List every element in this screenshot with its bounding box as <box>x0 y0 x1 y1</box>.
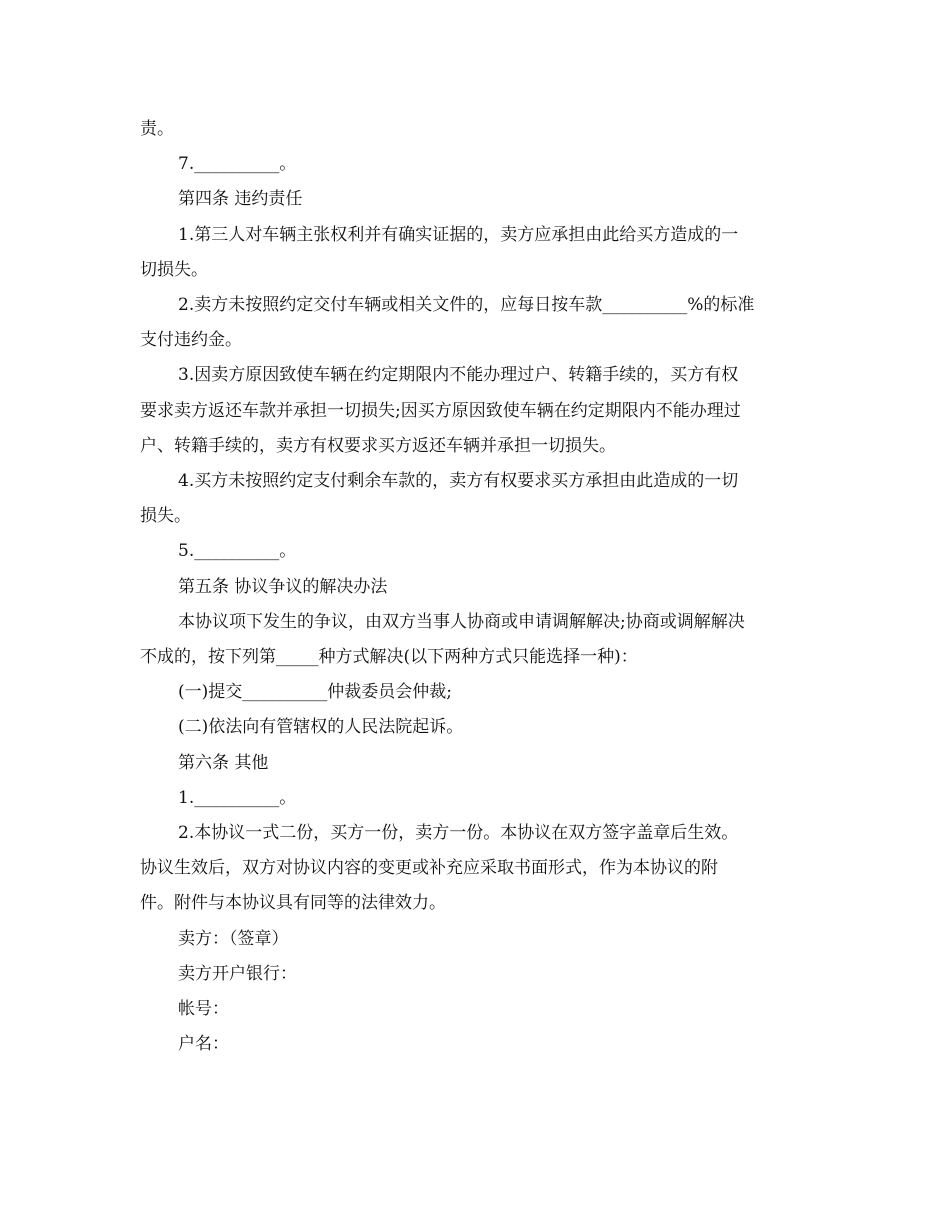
article-5-paragraph-cont <box>140 640 810 675</box>
text-line: 7.__________。 <box>178 154 297 175</box>
clause-item-4-2-cont <box>140 323 810 358</box>
option-2 <box>140 710 810 745</box>
text-line: 第四条 违约责任 <box>178 189 303 210</box>
text-line: 1.第三人对车辆主张权利并有确实证据的，卖方应承担由此给买方造成的一 <box>178 224 739 245</box>
account-name <box>140 1027 810 1062</box>
text-line: 本协议项下发生的争议，由双方当事人协商或申请调解解决;协商或调解解决 <box>178 611 745 632</box>
seller-signature <box>140 922 810 957</box>
document-body <box>140 112 810 1062</box>
account-number <box>140 992 810 1027</box>
clause-item-6-1 <box>140 781 810 816</box>
clause-item-4-4-cont <box>140 499 810 534</box>
clause-item-4-4 <box>140 464 810 499</box>
text-line: 户名： <box>178 1034 229 1055</box>
text-line: 切损失。 <box>140 259 208 280</box>
text-line: 责。 <box>140 119 174 139</box>
article-5-paragraph <box>140 605 810 640</box>
text-line: (一)提交__________仲裁委员会仲裁; <box>178 682 452 703</box>
clause-item-4-5 <box>140 534 810 569</box>
text-line: 支付违约金。 <box>140 330 242 351</box>
text-line: 不成的，按下列第_____种方式解决(以下两种方式只能选择一种)： <box>140 647 638 668</box>
clause-item-6-2 <box>140 816 810 851</box>
clause-item-3-7 <box>140 147 810 182</box>
clause-item-6-2-cont <box>140 851 810 921</box>
clause-item-4-3 <box>140 358 810 393</box>
text-line: 协议生效后，双方对协议内容的变更或补充应采取书面形式，作为本协议的附 <box>140 858 718 879</box>
clause-item-4-1-cont <box>140 253 810 288</box>
clause-item-4-1 <box>140 218 810 253</box>
text-line: 损失。 <box>140 506 191 527</box>
text-line: 件。附件与本协议具有同等的法律效力。 <box>140 893 446 914</box>
text-line: 1.__________。 <box>178 787 297 808</box>
text-line: 帐号： <box>178 999 229 1020</box>
text-line: 户、转籍手续的，卖方有权要求买方返还车辆并承担一切损失。 <box>140 435 616 456</box>
article-6-heading <box>140 746 810 781</box>
text-line: 卖方：（签章） <box>178 928 289 949</box>
text-line: 3.因卖方原因致使车辆在约定期限内不能办理过户、转籍手续的，买方有权 <box>178 365 739 386</box>
text-line: 卖方开户银行： <box>178 963 297 984</box>
text-line: 2.卖方未按照约定交付车辆或相关文件的，应每日按车款__________%的标准 <box>178 295 755 316</box>
text-line: 2.本协议一式二份，买方一份，卖方一份。本协议在双方签字盖章后生效。 <box>178 823 739 844</box>
text-line: 5.__________。 <box>178 541 297 562</box>
text-line: 第五条 协议争议的解决办法 <box>178 576 388 597</box>
seller-bank <box>140 957 810 992</box>
option-1 <box>140 675 810 710</box>
clause-item-4-2 <box>140 288 810 323</box>
paragraph-continuation <box>140 112 810 147</box>
text-line: 要求卖方返还车款并承担一切损失;因买方原因致使车辆在约定期限内不能办理过 <box>140 400 741 421</box>
text-line: 第六条 其他 <box>178 752 269 773</box>
text-line: (二)依法向有管辖权的人民法院起诉。 <box>178 717 464 738</box>
text-line: 4.买方未按照约定支付剩余车款的，卖方有权要求买方承担由此造成的一切 <box>178 471 739 492</box>
article-5-heading <box>140 570 810 605</box>
article-4-heading <box>140 182 810 217</box>
clause-item-4-3-cont <box>140 394 810 464</box>
